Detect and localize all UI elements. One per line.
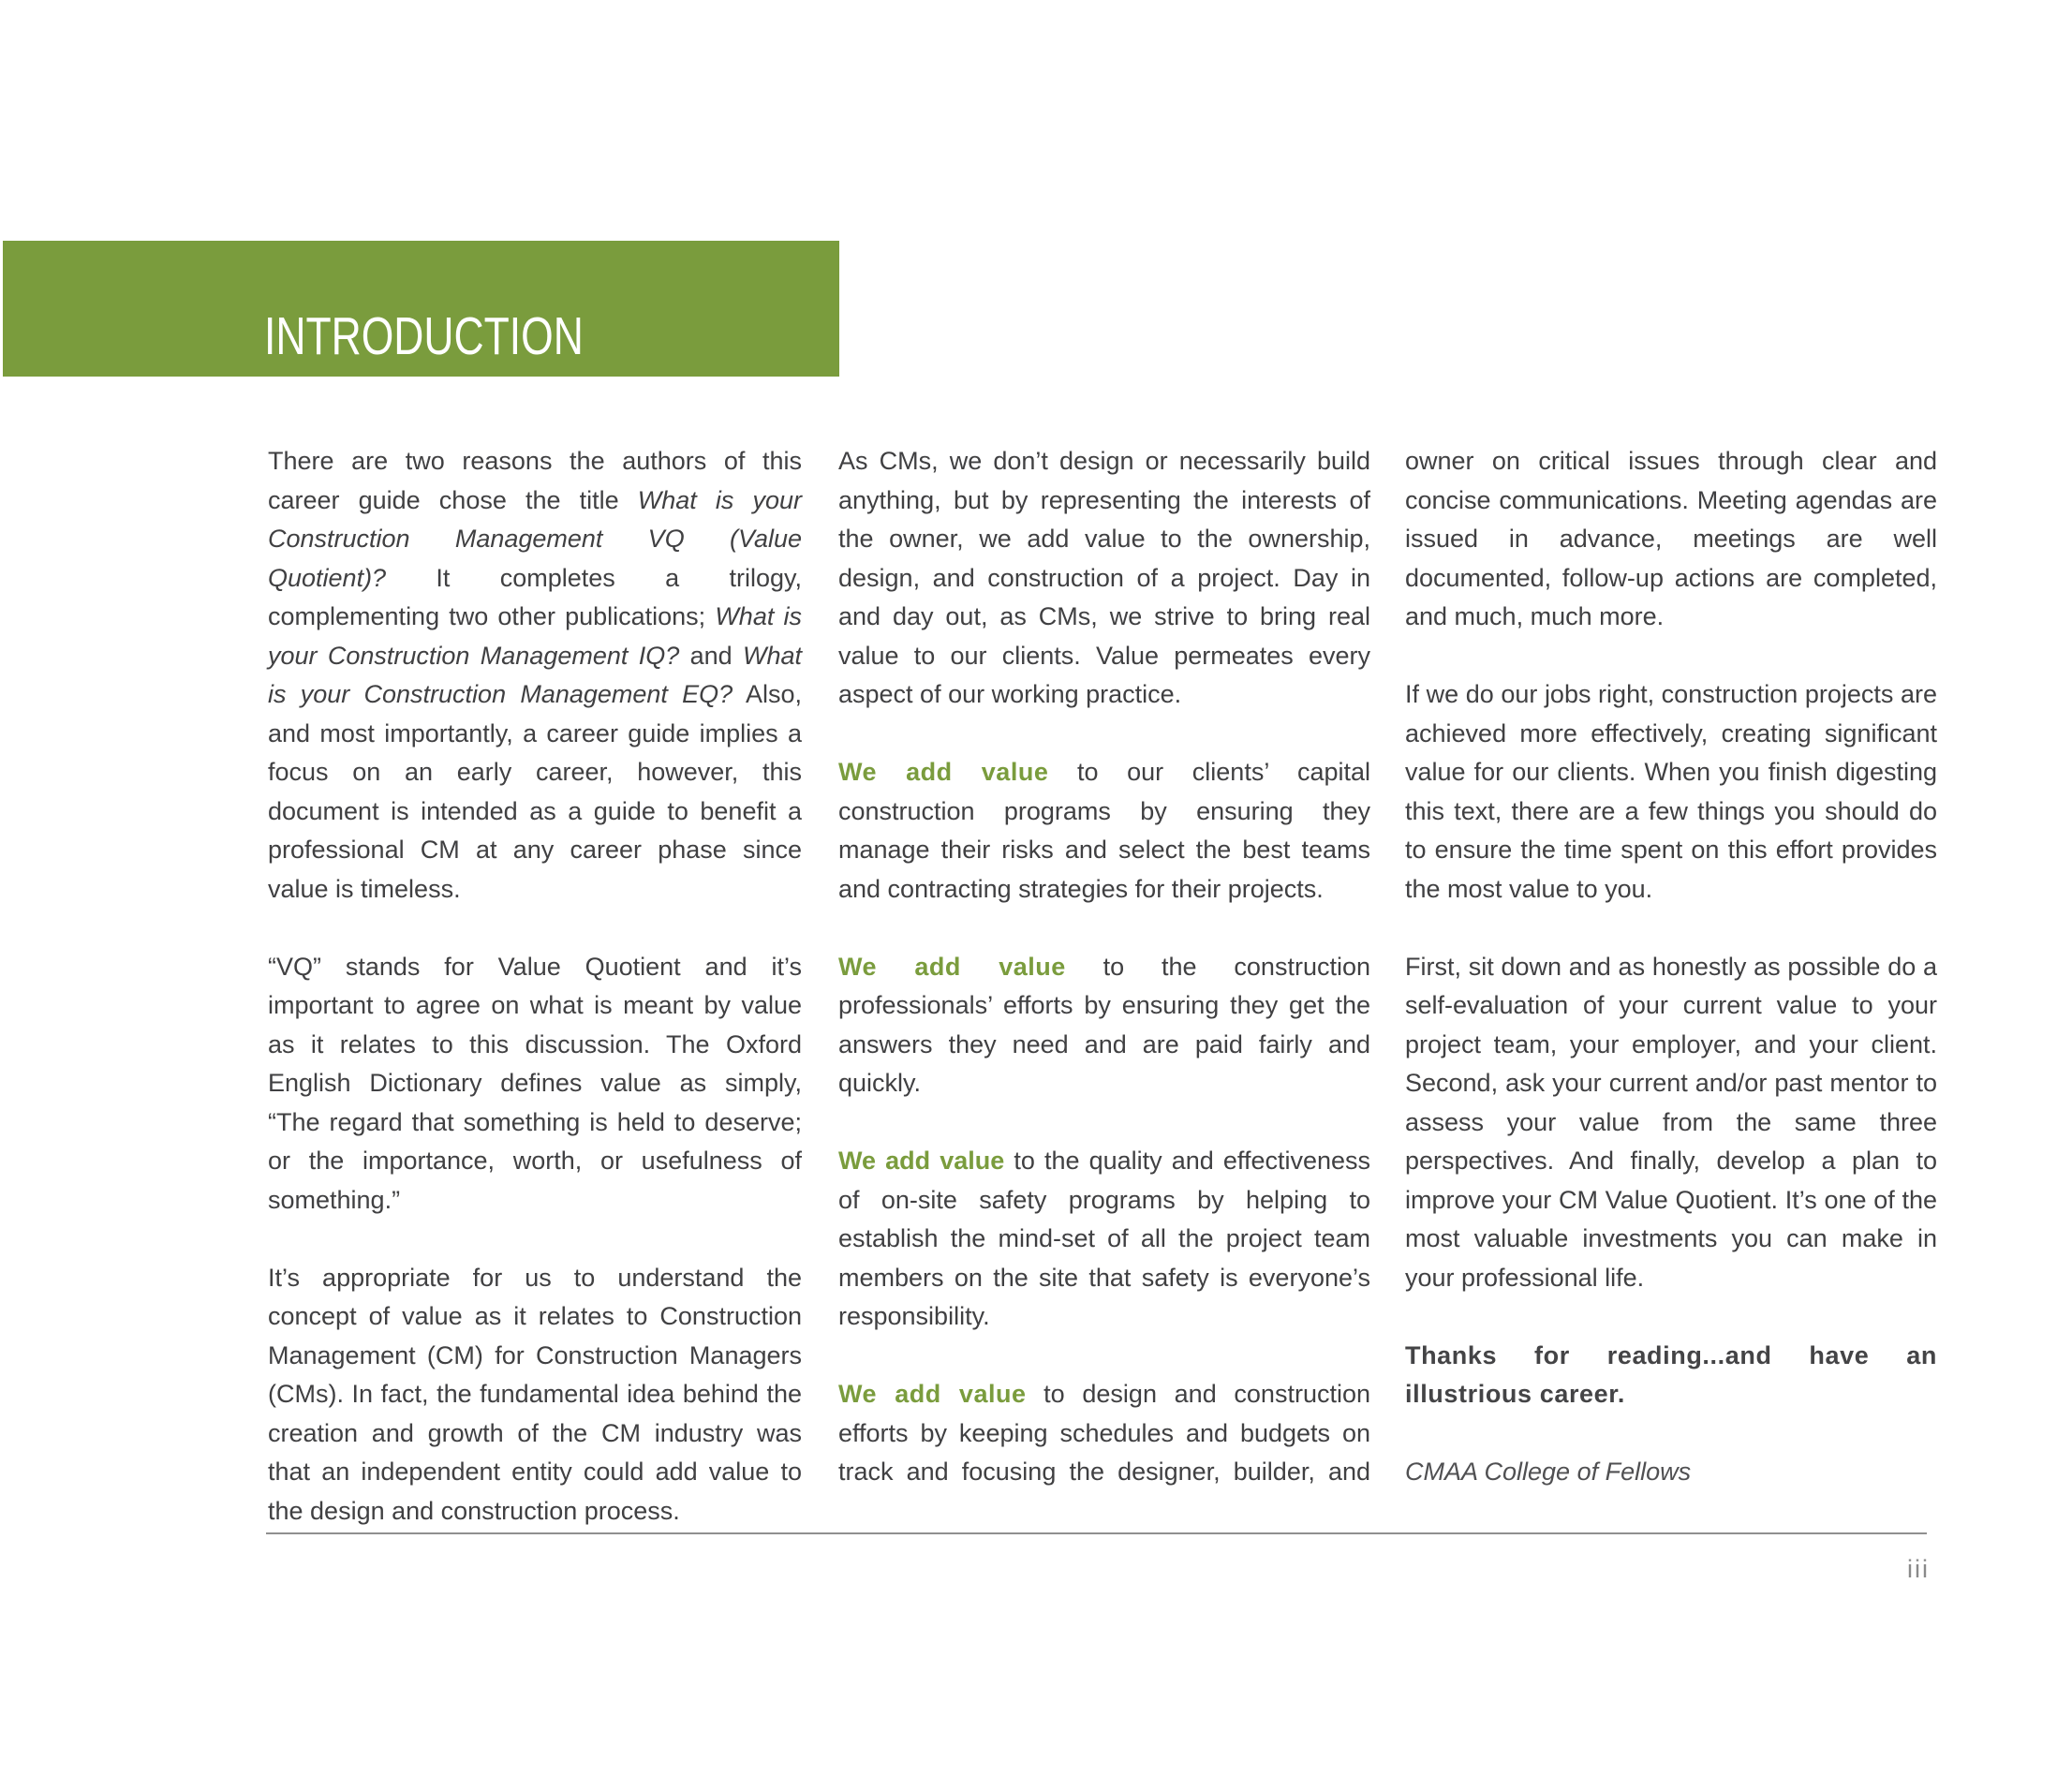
footer-divider xyxy=(266,1532,1927,1534)
paragraph-text: to the construction professionals’ efforts by ensuring they get the answers they need and are paid fairly and quickly. xyxy=(838,952,1370,1097)
text-column-3 xyxy=(1405,442,1937,1492)
publication-title-eq: What is your Construction Management EQ? xyxy=(268,641,802,708)
paragraph-doing-jobs-right: If we do our jobs right, construction projects are achieved more effectively, creating significant value for our clients. When you finish digesting this text, there are a few things you should do to ensure the time spent on this effort provides the most value to you. xyxy=(1405,680,1937,903)
closing-remark: Thanks for reading...and have an illustrious career. xyxy=(1405,1340,1937,1408)
paragraph-text: to design and construction efforts by keeping schedules and budgets on track and focusing the designer, builder, and xyxy=(838,1380,1370,1486)
signature: CMAA College of Fellows xyxy=(1405,1458,1692,1486)
highlight-we-add-value: We add value xyxy=(838,1380,1027,1408)
page-title: INTRODUCTION xyxy=(264,306,584,366)
highlight-we-add-value: We add value xyxy=(838,952,1066,981)
paragraph-cm-role: As CMs, we don’t design or necessarily build anything, but by representing the interests of the owner, we add value to the ownership, design, and construction of a project. Day in and day out, as CMs, we strive to bring real value to our clients. Value permeates every aspect of our working practice. xyxy=(838,447,1370,708)
paragraph-title-reasons xyxy=(268,442,802,909)
paragraph-text: and xyxy=(679,641,743,670)
text-column-1 xyxy=(268,442,802,1531)
paragraph-text: to our clients’ capital construction programs by ensuring they manage their risks and select the best teams and contracting strategies for their projects. xyxy=(838,758,1371,903)
paragraph-value-safety xyxy=(838,1142,1370,1337)
paragraph-text: There are two reasons the authors of this career guide chose the title xyxy=(268,447,802,514)
publication-title-vq: What is your Construction Management VQ (Value Quotient)? xyxy=(268,485,803,592)
paragraph-self-evaluation: First, sit down and as honestly as possible do a self-evaluation of your current value to your project team, your employer, and your client. Second, ask your current and/or past mentor to assess your value from the same three perspectives. And finally, develop a plan to improve your CM Value Quotient. It’s one of the most valuable investments you can make in your professional life. xyxy=(1405,952,1937,1292)
paragraph-text: Also, and most importantly, a career guide implies a focus on an early career, however, this document is intended as a guide to benefit a professional CM at any career phase since value is timeless. xyxy=(268,680,802,903)
text-column-2 xyxy=(838,442,1370,1492)
publication-title-iq: What is your Construction Management IQ? xyxy=(268,602,802,670)
paragraph-value-clients xyxy=(838,753,1370,909)
paragraph-cm-value-concept: It’s appropriate for us to understand the concept of value as it relates to Construction Management (CM) for Construction Managers (CMs). In fact, the fundamental idea behind the creation and growth of the CM industry was that an independent entity could add value to the design and construction process. xyxy=(268,1263,802,1525)
paragraph-communications: owner on critical issues through clear and concise communications. Meeting agendas are issued in advance, meetings are well documented, follow-up actions are completed, and much, much more. xyxy=(1405,447,1937,630)
highlight-we-add-value: We add value xyxy=(838,1147,1005,1175)
page-number: iii xyxy=(1907,1555,1930,1583)
paragraph-vq-definition: “VQ” stands for Value Quotient and it’s important to agree on what is meant by value as it relates to this discussion. The Oxford English Dictionary defines value as simply, “The regard that something is held to deserve; or the importance, worth, or usefulness of something.” xyxy=(268,952,802,1214)
paragraph-text: to the quality and effectiveness of on-site safety programs by helping to establish the mind-set of all the project team members on the site that safety is everyone’s responsibility. xyxy=(838,1147,1371,1330)
paragraph-text: It completes a trilogy, complementing two other publications; xyxy=(268,563,802,630)
highlight-we-add-value: We add value xyxy=(838,758,1049,786)
paragraph-value-professionals xyxy=(838,948,1370,1103)
paragraph-value-design xyxy=(838,1375,1370,1492)
